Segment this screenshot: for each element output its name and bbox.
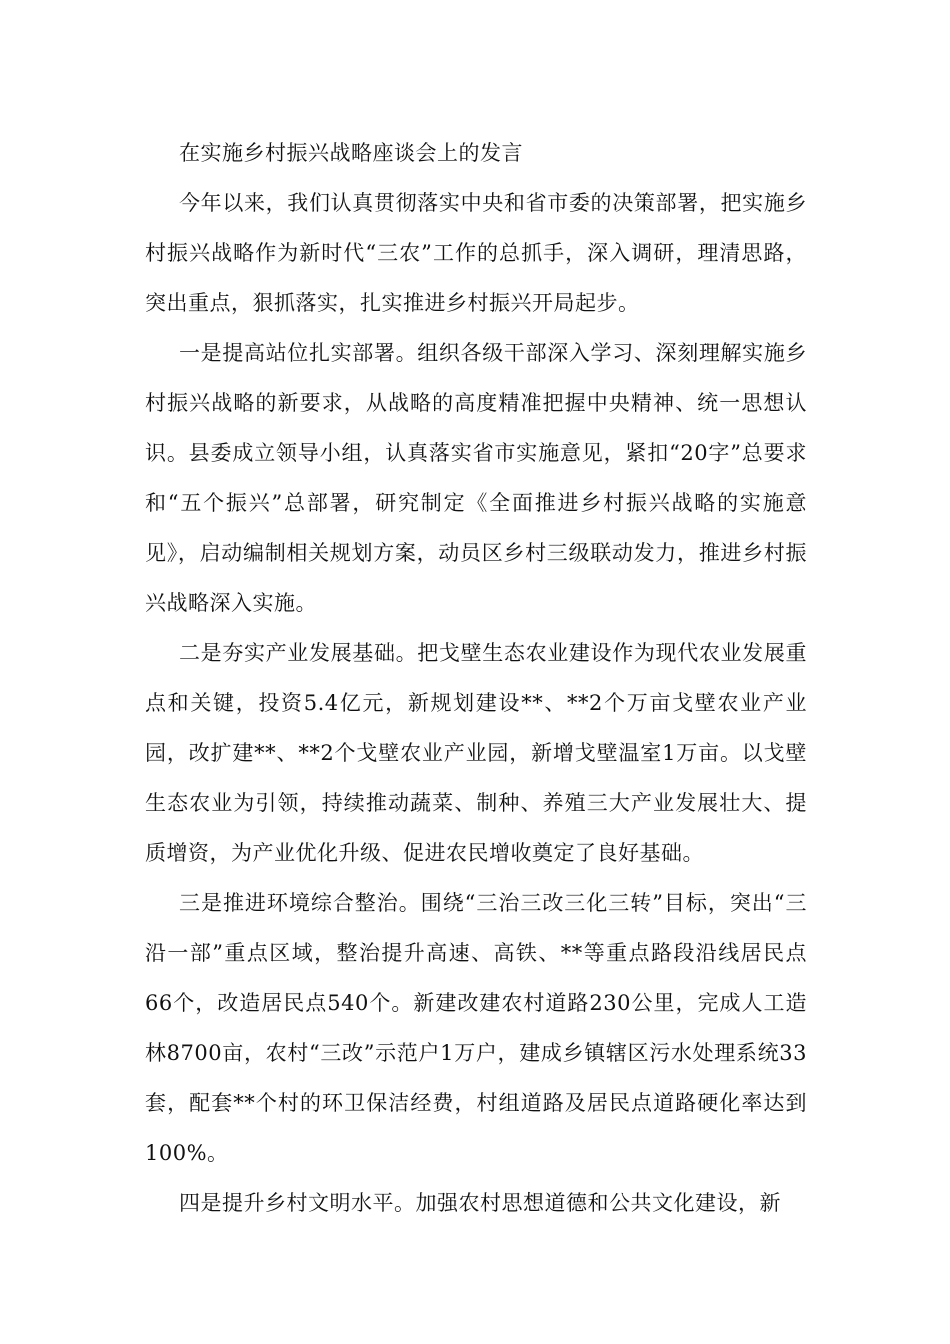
paragraph-intro: 今年以来，我们认真贯彻落实中央和省市委的决策部署，把实施乡村振兴战略作为新时代“三农”工作的总抓手，深入调研，理清思路，突出重点，狠抓落实，扎实推进乡村振兴开局起步。 [145, 191, 807, 315]
paragraph-point-4: 四是提升乡村文明水平。加强农村思想道德和公共文化建设，新 [179, 1191, 781, 1215]
document-title: 在实施乡村振兴战略座谈会上的发言 [179, 141, 523, 165]
paragraph-point-1: 一是提高站位扎实部署。组织各级干部深入学习、深刻理解实施乡村振兴战略的新要求，从战略的高度精准把握中央精神、统一思想认识。县委成立领导小组，认真落实省市实施意见，紧扣“20字”总要求和“五个振兴”总部署，研究制定《全面推进乡村振兴战略的实施意见》，启动编制相关规划方案，动员区乡村三级联动发力，推进乡村振兴战略深入实施。 [145, 341, 807, 615]
paragraph-point-2: 二是夯实产业发展基础。把戈壁生态农业建设作为现代农业发展重点和关键，投资5.4亿元，新规划建设**、**2个万亩戈壁农业产业园，改扩建**、**2个戈壁农业产业园，新增戈壁温室1万亩。以戈壁生态农业为引领，持续推动蔬菜、制种、养殖三大产业发展壮大、提质增资，为产业优化升级、促进农民增收奠定了良好基础。 [145, 641, 807, 865]
paragraph-point-3: 三是推进环境综合整治。围绕“三治三改三化三转”目标，突出“三沿一部”重点区域，整治提升高速、高铁、**等重点路段沿线居民点66个，改造居民点540个。新建改建农村道路230公里，完成人工造林8700亩，农村“三改”示范户1万户，建成乡镇辖区污水处理系统33套，配套**个村的环卫保洁经费，村组道路及居民点道路硬化率达到100%。 [145, 891, 807, 1165]
document-body [145, 128, 807, 1228]
